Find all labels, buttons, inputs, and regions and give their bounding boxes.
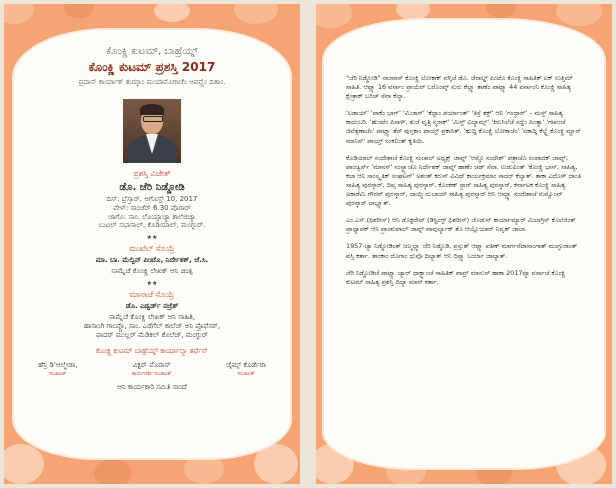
leaf-decoration (64, 4, 94, 18)
award-winner-label: ಪ್ರಶಸ್ತಿ ವಿಜೇತ್ (133, 169, 171, 178)
leaf-decoration (234, 4, 278, 24)
award-title: ಕೊಂಕ್ಣಿ ಕುಟಮ್ ಪ್ರಶಸ್ತಿ 2017 (88, 60, 216, 74)
chief-guest-role: ನಾಮ್ನೆಚೆ ಕೊಂಕ್ಣಿ ಲೇಖಕ್ ಆನಿ ಚಿಂತ್ಪಿ (111, 267, 193, 276)
awardee-name: ಡೊ. ಜೆರಿ ನಿಡ್ಡೋಡಿ (119, 182, 185, 193)
member (226, 361, 266, 377)
leaf-decoration (184, 454, 224, 484)
organization-header: ಕೊಂಕ್ಣಿ ಕುಟಮ್, ಬಾಹ್ರೆಯ್ನ್ (106, 46, 198, 57)
chief-guest-name: ಮಾ. ಬಾ. ಮೆಲ್ವಿನ್ ಪಿಂಟೊ, ನಿರ್ದೇಶಕ್, ಜೆ.ಸಿ. (95, 256, 209, 264)
organizers-label: ಕೊಂಕ್ಣಿ ಕುಟಮ್ ಬಾಹ್ರೆಯ್ನ್ ಕಾರ್ಯಾಲ್ಯಾ ತರ್ಫೆನ್ (96, 346, 208, 355)
member-role: ಕಾರ್ಯದರ್ಶಿ ಸಂಚಾಲಕ್ (132, 370, 172, 377)
guest-line: ಹಾಸಾಂಗಿ ಗಾಂವ್ಚೊ, ಸಾಂ. ಎಡೆಗೆಲ್ ಕಾಲೆಜ್ ಆನಿ ಪ್ರೊಫೆಸರ್, (83, 322, 221, 331)
guest-name: ಡೊ. ಎಡ್ವರ್ಡ್ ನಜ್ರೆತ್ (125, 302, 179, 311)
event-details (34, 195, 270, 230)
event-date: ದಿಸ್: ಬ್ರೆಸ್ತಾರ್, ಆಗೊಸ್ತ್ 10, 2017 (106, 195, 198, 203)
leaf-decoration (316, 4, 352, 28)
bio-paragraph: ಎಂ.ಎಸ್.(ಫಿಶರೀಸ್) ಆನಿ ಡೊಕ್ಟರೇಟ್ (ಡಿಸ್ಟಿಂಗ್ಟ್ ಫಿಶರೀಸ್) ಜೊಡುನ್ ಕಾರ್ಯಾಮ್ಯಾರ್ ಮಿಲಾಗ್ರಿಸ್ ಕೊಲೆಜಿಂತ್ ಪ್ರಾಧ್ಯಾಪಕ್ ಆನಿ ಪ್ರಾಂಶುಪಾಲ್ ಜಾವ್ನ್ ವಾವುರ್ಲ್ಯಾಕ್ ತೊ ಆಯ್ಲೊಯಾರ್ ನಿವೃತ್ ಜಾಲಾ. (346, 216, 576, 234)
organizer-members (34, 361, 270, 377)
guest-line: ನಾಮ್ನೆಚೆ ಕೊಂಕ್ಣಿ ಲೇಖಕ್ ಆನಿ ಸಾಹಿತಿ, (108, 313, 196, 322)
biography-card (324, 20, 604, 468)
event-venue-line2: ಬುಟಲ್ ಸಭಾಸಾಲ್, ಕೊಡಿಯಾಲ್, ಮಂಗ್ಳುರ್. (98, 221, 206, 230)
bio-paragraph: "ಜೆರಿ ನಿಡ್ಡೋಡಿ" ನಾಂವಾನ್ ಕೊಂಕ್ಣಿ ಲೋಕಾಕ್ ವಳ್ಕಿಚೆ ಡೊ. ಜೆರಾಲ್ಡ್ ಪಿಂಟೊ ಕೊಂಕ್ಣಿ ಸಾಹಿತಿಕ್ ಏಕ್ ಉತ್ತಿಮ್ ಸಾಹಿತಿ. ಆಪ್ಲ್ಯಾ 16 ವರ್ಸಾಂ ಪ್ರಾಯೆರ್ ಬರೊಂವ್ಕ್ ಸುರು ಕೆಲ್ಲ್ಯಾ ತಾಣೆಂ ಪಾಟ್ಲ್ಯಾ 44 ವರ್ಸಾಂನಿ ಕೊಂಕ್ಣಿ ಸಾಹಿತ್ಯ ಕ್ಷೇತ್ರಾಕ್ ಬರಿಚ್ ಸೆವಾ ಕೆಲ್ಯಾ. (346, 74, 573, 101)
event-venue: ಜಾಗೊ: ಸಾಂ. ಲೊಯ್ಸಾಚ್ಯಾ ಕಾಲೆಜಿಚ್ಯಾ (108, 212, 196, 221)
member-name: ವಿಕ್ಟರ್ ಮೊರಾಸ್ (132, 360, 171, 369)
member (132, 361, 171, 377)
separator-stars: ★★ (146, 234, 158, 241)
bio-paragraph: ಜೆರಿ ನಿಡ್ಡೋಡಿಚೆ ಪಾಟ್ಲ್ಯಾ ಚ್ಯಾರ್ ಧಾಕ್ಟ್ಯಾಂಚೆ ಸಾಹಿತಿಕ್ ವಾವ್ರ್ ಮಾನುನ್ ಹಾಕಾ 2017ವ್ಯಾ ವರ್ಸಾಚೆ ಕೊಂಕ್ಣಿ ಕುಟಮ್ ಸಾಹಿತ್ಯ ಪ್ರಶಸ್ತಿ ದಿಲ್ಯಾ ಮಾನ್ ಕರ್ತಾ. (346, 268, 566, 286)
guest-of-honour-label: ಮಾನಾಚೆ ಸೊಯ್ರೆ (129, 290, 175, 300)
guest-description (34, 313, 270, 340)
event-time: ವೇಳ್: ಸಾಂಜೆರ್ 6.30 ವೊರಾರ್ (113, 203, 191, 212)
leaf-decoration (4, 4, 34, 24)
signoff: ಆನಿ ಕಾರ್ಯಕಾರಿ ಸಮಿತಿ ಸಾಂದೆ (117, 382, 187, 391)
awardee-photo (123, 99, 181, 163)
member-name: ಹೆನ್ರಿ ಡಿ'ಆಲ್ಮೇಡಾ, (38, 360, 78, 369)
invitation-card (14, 30, 290, 458)
biography-text (346, 74, 582, 438)
leaf-decoration (254, 444, 298, 484)
invitation-front-page (4, 4, 300, 484)
leaf-decoration (154, 4, 190, 22)
member-role: ಸಂಚಾಲಕ್ (49, 370, 67, 377)
guest-line: ಫಾದರ್ ಮುಲ್ಲರ್ ಮೆಡಿಕಲ್ ಕೊಲೆಜ್, ಮಂಗ್ಳುರ್ (96, 331, 208, 340)
invitation-back-page (316, 4, 612, 484)
member-name: ಜೈಮ್ಸ್ ಕೊರ್ಡೆರಾ (226, 360, 266, 369)
bio-paragraph: 'ಲಡಾಯ್' 'ಪಾಕೆಂ ಭಾಗ್' 'ಮಿಜಾಸ್' 'ಕೆದ್ಳಾಂ ಪರ್ಯಾಂತ್' 'ತಿಸ್ರೆ ತಕ್ತ್' ಆನಿ 'ಗಂಧ್ರಾರ್' – ಮಸ್ತ್ ಸಾಹಿತ್ಯ ಕಾದಂಬರಿ. 'ಹುಂಟೆಂ ಪಿಸಾಳ್, ತುಜೆ ವೃತ್ತಿ ಸ್ಮರಾಕ್' 'ಮಿಸ್ತ್ ವಿಲ್ಯಾಮ್ಸ್' 'ಕಿರುಸಿಲೆಚೆ ಸದ್ದೆಂ ಪಿಂತ್ಯಾ' 'ಗಾವಂಚೆ ಜಿವೆತ್ಪಣಾಚೆಂ' ಪಾಟ್ಲ್ಯಾ ತೆರ್ ಪುಸ್ತಕಾಂ ಪಾಯ್ತ್ ಪ್ರಕಾಸಿತ್. 'ಹುದ್ದಿ ಕೊಂಕ್ಣಿ ಲೋಕಾಚೆಂ' 'ಏಕಾದ್ಶಿ ಕೆಲ್ಟ್ಲೆ ಕೊಂಕ್ಣಿ ಮ್ಹಾನ್ ಮಾನಿಸ್' ಪಾಯ್ತ್ ಸಂಕಲಿಂತ್ ಕೃತಿಯಿ. (346, 109, 582, 145)
member-role: ಸಂಚಾಲಕ್ (237, 370, 255, 377)
bio-paragraph: 1957-ಚ್ಯಾ ನಿಡ್ಡೋಡಿಂತ್ ಜಲ್ಮಲ್ಲ್ಯಾ ಜೆರಿ ನಿಡ್ಡೊಡಿ, ಪ್ರಸ್ತುತ್ ಆಪ್ಲ್ಯಾ ಪತಿಣ್ ಮಾರ್ಗರೆಟಾಸಾಂಗಾತ್ ಮಂಗ್ಳುರಾಂತ್ ವಸ್ತಿ ಕರ್ತಾ. ತಾಂಕಾಂ ದೊಗಾಂ ಧುವೊ ದಿಲ್ಯಾತ್ ಆನಿ ದಿಸ್ಲ್ಯಾ ಬರ್ಯಾ ಜಾಲ್ಯಾತ್. (346, 242, 578, 260)
bio-paragraph: ಕೊಡಿಯಾಲ್ ಸಂದೇಶಾಚೆ ಕೊಂಕ್ಣಿ ಸಂಚಾಲ್ ಅಧ್ಯಕ್ಷ್ ಜಾವ್ನ್ 'ಆಮ್ಚೊ ಸಂದೇಶ್' ಪತ್ರಾಚೊ ಸಂಪಾದಕ್ ಜಾವ್ನ್, ಪಾಂಚ್ವರ್ಸ್ 'ಮಾನಸ್' ಸಂಸ್ಥ್ಯಾಚೊ ನಿರ್ದೇಶಕ್ ಜಾವ್ನ್ ಹಾಣೆಂ ಚಡ್ ಸೆವಾ. ಉಡುಪಿಂತ್ 'ಕೊಂಕ್ಣಿ ಭಾಸ್, ಸಾಹಿತ್ಯ, ಕಲಾ ಆನಿ ಸಾಂಸ್ಕೃತಿಕ್ ಸಂಘಟನ್' ಅಶಂತ್ ಕರುನ್ ವಿವಿಧ್ ಕಾರ್ಯಕ್ರಮಾಂ ಸಾದರ್ ಕೆಲ್ಯಾತ್. ತಾಕಾ ಎದೊಳ್ ದಾಂತಿ ಸಾಹಿತ್ಯ ಪುರಸ್ಕಾರ್, ದಿವ್ಸ ಸಾಹಿತ್ಯ ಪುರಸ್ಕಾರ್, ಕೊಂಕಣ್ ಸ್ಟಾರ್ ಸಾಹಿತ್ಯ ಪುರಸ್ಕಾರ್, ಕರ್ನಾಟಕ ಕೊಂಕ್ಣಿ ಸಾಹಿತ್ಯ ಅಕಾಡೆಮಿ ಗೌರವ್ ಪುರಸ್ಕಾರ್, ದಾಯ್ಜಿ ದುಬಾಯ್ ಸಾಹಿತ್ಯ ಪುರಸ್ಕಾರ್ ಆನಿ ಆಮ್ಚ್ಯಾ ಸಂದೇಶಾಚೆ ರುಮ್ವೊಂವ್ ಪುರಸ್ಕಾರ್ ಲಾಭ್ಲ್ಯಾತ್. (346, 153, 582, 208)
leaf-decoration (94, 459, 132, 484)
separator-stars: ★★ (146, 280, 158, 288)
invitation-subheader: ಪ್ರದಾನ್ ಕಾರ್ಯಾಕ್ ತುಮ್ಕಾಂ ಮಯಾಮೊಗಾಚೆಂ ಆಪವ್ಣೆಂ ದಿತಾಂ. (78, 78, 226, 86)
leaf-decoration (4, 444, 44, 484)
member (38, 361, 77, 377)
leaf-decoration (556, 4, 602, 26)
leaf-decoration (396, 4, 430, 20)
chief-guest-label: ಮುಖೆಲ್ ಸೊಯ್ರೆ (129, 244, 175, 253)
leaf-decoration (486, 4, 516, 18)
